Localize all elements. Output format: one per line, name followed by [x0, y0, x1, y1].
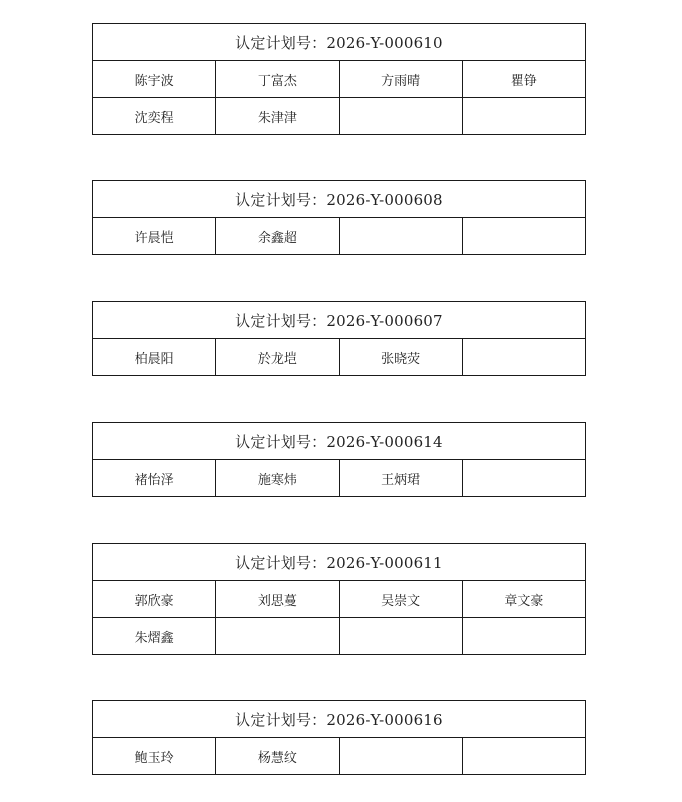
table-row [93, 218, 586, 255]
empty-cell [462, 339, 585, 376]
empty-cell [462, 460, 585, 497]
plan-title: 认定计划号：2026-Y-000608 [93, 181, 586, 218]
name-cell: 鲍玉玲 [93, 738, 216, 775]
plan-title: 认定计划号：2026-Y-000616 [93, 701, 586, 738]
plan-title: 认定计划号：2026-Y-000610 [93, 24, 586, 61]
table-row [93, 61, 586, 98]
table-header-row [93, 701, 586, 738]
name-cell: 刘思蔓 [216, 581, 339, 618]
table-row [93, 460, 586, 497]
table-row [93, 581, 586, 618]
name-cell: 郭欣豪 [93, 581, 216, 618]
table-row [93, 98, 586, 135]
empty-cell [462, 98, 585, 135]
name-cell: 丁富杰 [216, 61, 339, 98]
name-cell: 余鑫超 [216, 218, 339, 255]
plan-title: 认定计划号：2026-Y-000614 [93, 423, 586, 460]
table-header-row [93, 544, 586, 581]
plan-table-000607 [92, 301, 586, 376]
plan-table-000608 [92, 180, 586, 255]
name-cell: 瞿铮 [462, 61, 585, 98]
table-row [93, 738, 586, 775]
table-row [93, 339, 586, 376]
empty-cell [462, 618, 585, 655]
table-row [93, 618, 586, 655]
plan-title: 认定计划号：2026-Y-000611 [93, 544, 586, 581]
plan-table-000610 [92, 23, 586, 135]
name-cell: 柏晨阳 [93, 339, 216, 376]
name-cell: 朱熠鑫 [93, 618, 216, 655]
empty-cell [339, 618, 462, 655]
empty-cell [462, 218, 585, 255]
name-cell: 施寒炜 [216, 460, 339, 497]
plan-table-000616 [92, 700, 586, 775]
name-cell: 陈宇波 [93, 61, 216, 98]
empty-cell [462, 738, 585, 775]
name-cell: 方雨晴 [339, 61, 462, 98]
plan-title: 认定计划号：2026-Y-000607 [93, 302, 586, 339]
name-cell: 章文豪 [462, 581, 585, 618]
plan-table-000614 [92, 422, 586, 497]
table-header-row [93, 302, 586, 339]
empty-cell [339, 738, 462, 775]
name-cell: 许晨恺 [93, 218, 216, 255]
name-cell: 杨慧纹 [216, 738, 339, 775]
table-header-row [93, 24, 586, 61]
table-header-row [93, 181, 586, 218]
table-header-row [93, 423, 586, 460]
name-cell: 褚怡泽 [93, 460, 216, 497]
empty-cell [339, 218, 462, 255]
plan-table-000611 [92, 543, 586, 655]
name-cell: 王炳珺 [339, 460, 462, 497]
empty-cell [216, 618, 339, 655]
name-cell: 张晓荧 [339, 339, 462, 376]
name-cell: 吴崇文 [339, 581, 462, 618]
empty-cell [339, 98, 462, 135]
name-cell: 沈奕程 [93, 98, 216, 135]
name-cell: 朱津津 [216, 98, 339, 135]
name-cell: 於龙垲 [216, 339, 339, 376]
